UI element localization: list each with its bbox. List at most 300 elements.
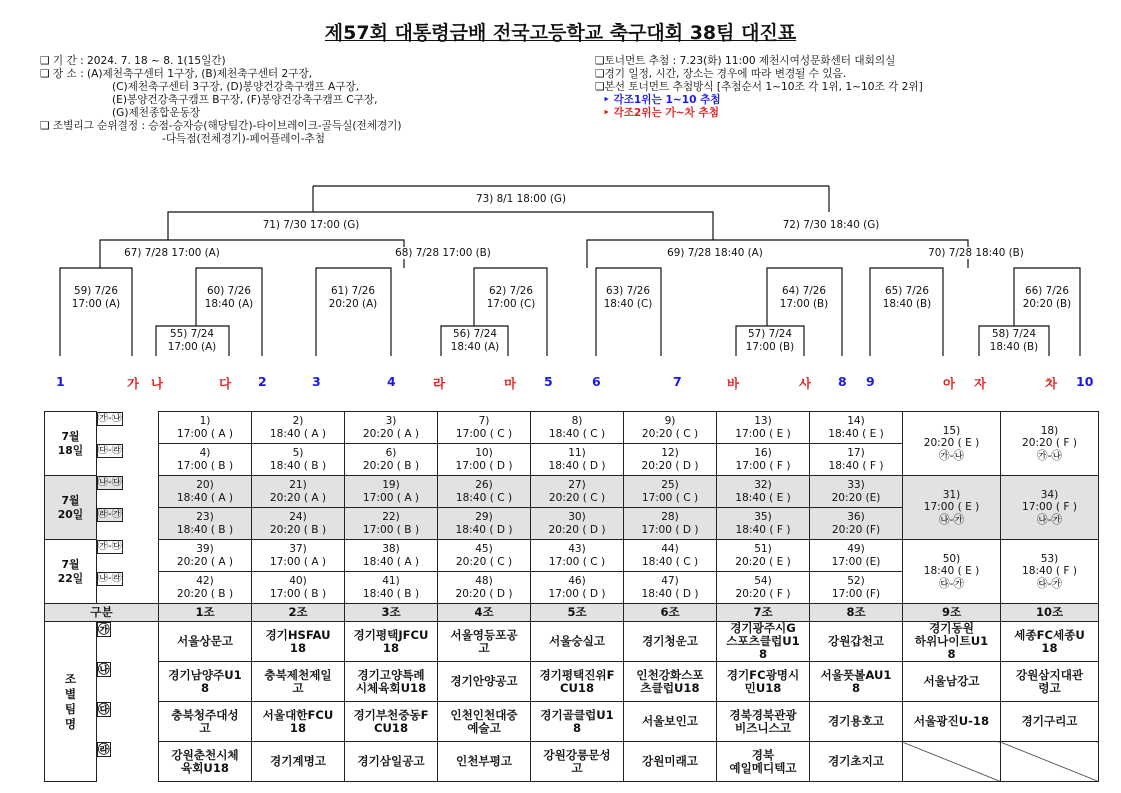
team-name (438, 742, 531, 782)
match-cell-text: 6) 20:20 ( B ) (362, 447, 420, 472)
match-cell-text: 24) 20:20 ( B ) (269, 511, 327, 536)
pairing-marker (97, 412, 123, 427)
semi-label: 71) 7/30 17:00 (G) (262, 219, 360, 231)
info-venue-line3: (E)봉양건강축구캠프 B구장, (F)봉양건강축구캠프 C구장, (112, 94, 378, 106)
team-name (345, 742, 438, 782)
team-name (810, 742, 903, 782)
match-cell-text: 38) 18:40 ( A ) (362, 543, 420, 568)
team-name-text: 강원미래고 (642, 754, 698, 768)
team-name-text: 경기용호고 (828, 714, 884, 728)
bracket-quarter-2 (343, 247, 543, 260)
match-cell (531, 508, 624, 540)
team-name-text: 경기청운고 (642, 634, 698, 648)
match-cell (159, 444, 252, 476)
match-cell (624, 476, 717, 508)
seed-label: 자 (974, 376, 987, 391)
team-name (624, 702, 717, 742)
match-number: 60) 7/26 (207, 285, 251, 297)
slot-marker-text: ㉯ (98, 661, 110, 676)
match-cell-text: 36) 20:20 (F) (831, 511, 881, 536)
match-cell (345, 476, 438, 508)
match-date-text: 7월 18일 (57, 430, 84, 457)
match-cell (438, 444, 531, 476)
match-number: 62) 7/26 (489, 285, 533, 297)
match-cell-text: 49) 17:00 (E) (831, 543, 881, 568)
team-name (903, 702, 1001, 742)
team-name (903, 622, 1001, 662)
team-row (45, 622, 1099, 662)
match-number: 57) 7/24 (748, 328, 792, 340)
team-name (1001, 622, 1099, 662)
match-cell-text: 48) 20:20 ( D ) (455, 575, 513, 600)
team-section-header-text: 조 별 팀 명 (64, 671, 77, 731)
bracket-semi-2 (731, 219, 931, 232)
group-header-row (45, 604, 1099, 622)
seed-label: 차 (1045, 376, 1058, 391)
info-draw: ❑토너먼트 추첨 : 7.23(화) 11:00 제천시여성문화센터 대회의실 (595, 55, 896, 67)
match-cell (159, 572, 252, 604)
match-cell-text: 47) 18:40 ( D ) (641, 575, 699, 600)
team-name (159, 702, 252, 742)
team-name (531, 702, 624, 742)
pairing-marker (97, 572, 123, 587)
team-name (252, 662, 345, 702)
match-cell (438, 412, 531, 444)
team-name-text: 충북청주대성 고 (171, 707, 239, 735)
page-title: 제57회 대통령금배 전국고등학교 축구대회 38팀 대진표 (324, 22, 797, 44)
slot-marker-text: ㉰ (98, 701, 110, 716)
match-cell (531, 540, 624, 572)
schedule-body (45, 412, 1099, 782)
info-period: ❑ 기 간 : 2024. 7. 18 ~ 8. 1(15일간) (40, 55, 226, 67)
match-cell-text: 45) 20:20 ( C ) (455, 543, 513, 568)
match-cell-text: 31) 17:00 ( E ) ㉯-㉮ (923, 488, 980, 526)
seed-label: 다 (219, 376, 232, 391)
match-cell (252, 508, 345, 540)
match-cell (345, 572, 438, 604)
seed-label: 4 (387, 374, 396, 389)
team-name-text: 강원춘천시체 육회U18 (171, 747, 239, 775)
info-draw-method: ❑본선 토너먼트 추첨방식 [추첨순서 1~10조 각 1위, 1~10조 각 2위] (595, 81, 923, 93)
info-ranking: ❑ 조별리그 순위결정 : 승점-승자승(해당팀간)-타이브레이크-골득실(전체경기) (40, 120, 402, 132)
team-name-text: 경북 예일메디텍고 (729, 747, 797, 775)
match-cell-text: 33) 20:20 (E) (831, 479, 881, 504)
match-cell (252, 476, 345, 508)
match-cell-text: 27) 20:20 ( C ) (548, 479, 606, 504)
match-time: 18:40 (A) (450, 341, 500, 353)
match-cell (438, 476, 531, 508)
team-row (45, 742, 1099, 782)
match-date (45, 540, 97, 604)
schedule-row (45, 476, 1099, 508)
seed-label: 10 (1076, 374, 1094, 389)
team-name (438, 702, 531, 742)
match-cell-text: 51) 20:20 ( E ) (735, 543, 791, 568)
team-name-text: 서울보인고 (642, 714, 698, 728)
team-name (438, 662, 531, 702)
bracket-r16-62 (471, 285, 551, 311)
match-number: 58) 7/24 (992, 328, 1036, 340)
match-cell (252, 444, 345, 476)
team-name (903, 662, 1001, 702)
team-name-text: 서울대한FCU 18 (262, 707, 334, 735)
schedule-table (44, 411, 1099, 782)
team-name-text: 경기광주시G 스포츠클럽U1 8 (726, 621, 800, 661)
match-cell-text: 5) 18:40 ( B ) (269, 447, 327, 472)
team-name (717, 662, 810, 702)
match-cell (903, 476, 1001, 540)
team-name-text: 경기삼일공고 (357, 754, 425, 768)
quarter-label: 67) 7/28 17:00 (A) (124, 247, 220, 259)
match-cell-text: 50) 18:40 ( E ) ㉰-㉮ (923, 552, 980, 590)
group-label (345, 604, 438, 622)
team-name (531, 622, 624, 662)
seed-label: 5 (544, 374, 553, 389)
team-name-text: 서울남강고 (923, 674, 980, 688)
pairing-marker (97, 444, 123, 459)
team-name (438, 622, 531, 662)
match-cell-text: 44) 18:40 ( C ) (641, 543, 699, 568)
match-cell (717, 540, 810, 572)
pairing-marker-text: ㉯-㉰ (98, 476, 122, 488)
team-name-text: 충북제천제일 고 (264, 667, 332, 695)
match-cell (531, 572, 624, 604)
match-cell (717, 476, 810, 508)
pairing-marker (97, 508, 123, 523)
seed-label: 7 (673, 374, 682, 389)
group-label-text: 3조 (381, 605, 401, 620)
team-name-text: 세종FC세종U 18 (1014, 627, 1085, 655)
match-cell (345, 444, 438, 476)
match-cell-text: 32) 18:40 ( E ) (735, 479, 791, 504)
team-name-text: 경기FC광명시 민U18 (726, 667, 800, 695)
match-cell-text: 20) 18:40 ( A ) (176, 479, 234, 504)
team-name (624, 622, 717, 662)
bracket-pre-58 (974, 328, 1054, 354)
match-cell (345, 540, 438, 572)
match-number: 63) 7/26 (606, 285, 650, 297)
match-cell-text: 46) 17:00 ( D ) (548, 575, 606, 600)
seed-label: 8 (838, 374, 847, 389)
match-cell-text: 17) 18:40 ( F ) (828, 447, 884, 472)
team-name (159, 622, 252, 662)
bracket-r16-63 (588, 285, 668, 311)
match-cell (624, 540, 717, 572)
team-name-text: 경기계명고 (270, 754, 326, 768)
team-name (345, 662, 438, 702)
match-time: 20:20 (B) (1022, 298, 1072, 310)
match-cell-text: 35) 18:40 ( F ) (735, 511, 791, 536)
group-label (903, 604, 1001, 622)
match-date-text: 7월 20일 (57, 494, 84, 521)
team-name-text: 인천부평고 (456, 754, 512, 768)
bracket-r16-66 (1007, 285, 1087, 311)
schedule-row (45, 412, 1099, 444)
team-name-text: 강원강릉문성 고 (543, 747, 611, 775)
match-cell (531, 476, 624, 508)
quarter-label: 68) 7/28 17:00 (B) (395, 247, 491, 259)
match-date (45, 412, 97, 476)
team-name-text: 인천인천대중 예술고 (450, 707, 518, 735)
group-header (45, 604, 159, 622)
team-name (1001, 662, 1099, 702)
team-name-text: 경기남양주U1 8 (168, 667, 242, 695)
match-cell-text: 43) 17:00 ( C ) (548, 543, 606, 568)
team-name (810, 662, 903, 702)
match-date (45, 476, 97, 540)
match-cell-text: 28) 17:00 ( D ) (641, 511, 699, 536)
match-cell (810, 540, 903, 572)
bracket-semi-1 (211, 219, 411, 232)
match-cell-text: 19) 17:00 ( A ) (362, 479, 420, 504)
final-label: 73) 8/1 18:00 (G) (475, 193, 566, 205)
bracket-r16-65 (867, 285, 947, 311)
team-name (717, 702, 810, 742)
match-time: 17:00 (A) (71, 298, 121, 310)
match-number: 66) 7/26 (1025, 285, 1069, 297)
bracket-r16-60 (189, 285, 269, 311)
team-name-text: 서울숭실고 (549, 634, 605, 648)
match-cell-text: 29) 18:40 ( D ) (455, 511, 513, 536)
team-name (717, 622, 810, 662)
group-label (624, 604, 717, 622)
info-venue-line2: (C)제천축구센터 3구장, (D)봉양건강축구캠프 A구장, (112, 81, 360, 93)
team-name-text: 경기평택진위F CU18 (539, 667, 615, 695)
match-cell (159, 412, 252, 444)
team-name (531, 742, 624, 782)
match-cell (531, 412, 624, 444)
seed-label: 아 (943, 376, 956, 391)
team-name (159, 662, 252, 702)
match-cell-text: 41) 18:40 ( B ) (362, 575, 420, 600)
seed-label: 나 (151, 376, 164, 391)
seed-label: 9 (866, 374, 875, 389)
team-name (717, 742, 810, 782)
match-cell (1001, 476, 1099, 540)
match-cell (159, 508, 252, 540)
slot-marker (97, 622, 111, 637)
match-time: 18:40 (B) (882, 298, 932, 310)
match-cell (438, 508, 531, 540)
match-cell (531, 444, 624, 476)
match-cell-text: 8) 18:40 ( C ) (548, 415, 606, 440)
match-cell-text: 54) 20:20 ( F ) (735, 575, 791, 600)
bracket-r16-64 (764, 285, 844, 311)
group-label (252, 604, 345, 622)
match-time: 17:00 (C) (486, 298, 536, 310)
match-time: 17:00 (A) (167, 341, 217, 353)
slot-marker (97, 662, 111, 677)
pairing-marker-text: ㉯-㉱ (98, 572, 122, 584)
note-first-place: ‣ 각조1위는 1~10 추첨 (603, 94, 721, 106)
match-number: 65) 7/26 (885, 285, 929, 297)
pairing-marker-text: ㉰-㉱ (98, 444, 122, 456)
semi-label: 72) 7/30 18:40 (G) (782, 219, 880, 231)
team-name-text: 인천강화스포 츠클럽U18 (636, 667, 704, 695)
quarter-label: 70) 7/28 18:40 (B) (928, 247, 1024, 259)
seed-label: 마 (504, 376, 517, 391)
match-cell-text: 40) 17:00 ( B ) (269, 575, 327, 600)
team-name-text: 경기HSFAU 18 (265, 627, 331, 655)
match-cell (345, 412, 438, 444)
team-name-text: 경기안양공고 (450, 674, 518, 688)
match-number: 61) 7/26 (331, 285, 375, 297)
match-cell-text: 18) 20:20 ( F ) ㉮-㉯ (1022, 424, 1077, 462)
team-section-header (45, 622, 97, 782)
bracket-quarter-3 (615, 247, 815, 260)
group-label-text: 4조 (474, 605, 494, 620)
match-cell (717, 412, 810, 444)
group-label (438, 604, 531, 622)
pairing-marker (97, 476, 123, 491)
group-label-text: 7조 (753, 605, 773, 620)
match-cell-text: 52) 17:00 (F) (831, 575, 881, 600)
team-name-text: 강원갑천고 (828, 634, 884, 648)
match-cell (624, 444, 717, 476)
match-cell (345, 508, 438, 540)
team-name-text: 서울풋볼AU1 8 (820, 667, 892, 695)
group-label-text: 5조 (567, 605, 587, 620)
group-label-text: 8조 (846, 605, 866, 620)
team-name (531, 662, 624, 702)
pairing-marker-text: ㉱-㉮ (98, 508, 122, 520)
match-cell-text: 3) 20:20 ( A ) (362, 415, 420, 440)
team-name-text: 경북경북관광 비즈니스고 (729, 707, 797, 735)
seed-label: 2 (258, 374, 267, 389)
seed-label: 라 (433, 376, 446, 391)
match-time: 17:00 (B) (745, 341, 795, 353)
match-cell (438, 572, 531, 604)
bracket-quarter-4 (876, 247, 1076, 260)
empty-slot (1001, 742, 1099, 782)
group-label (810, 604, 903, 622)
match-number: 64) 7/26 (782, 285, 826, 297)
match-cell-text: 2) 18:40 ( A ) (269, 415, 327, 440)
quarter-label: 69) 7/28 18:40 (A) (667, 247, 763, 259)
match-cell (810, 476, 903, 508)
info-venue-line4: (G)제천종합운동장 (112, 107, 201, 119)
team-name-text: 경기부천중동F CU18 (353, 707, 429, 735)
pairing-marker-text: ㉮-㉰ (98, 540, 122, 552)
schedule-row (45, 540, 1099, 572)
team-name-text: 경기고양특례 시체육회U18 (355, 667, 427, 695)
team-name (810, 622, 903, 662)
team-name (345, 622, 438, 662)
match-cell-text: 13) 17:00 ( E ) (735, 415, 791, 440)
group-label-text: 9조 (941, 605, 962, 620)
info-ranking-line2: -다득점(전체경기)-페어플레이-추첨 (162, 133, 326, 145)
team-name (252, 742, 345, 782)
group-label-text: 2조 (288, 605, 308, 620)
seed-label: 가 (127, 376, 140, 391)
match-cell-text: 30) 20:20 ( D ) (548, 511, 606, 536)
match-number: 56) 7/24 (453, 328, 497, 340)
slot-marker (97, 742, 111, 757)
match-cell (252, 412, 345, 444)
team-name (810, 702, 903, 742)
match-cell (810, 572, 903, 604)
match-time: 18:40 (B) (989, 341, 1039, 353)
team-name (252, 622, 345, 662)
note-second-place: ‣ 각조2위는 가~차 추첨 (603, 107, 719, 119)
seed-label: 3 (312, 374, 321, 389)
match-cell (159, 476, 252, 508)
match-cell (903, 540, 1001, 604)
team-name (624, 742, 717, 782)
match-number: 59) 7/26 (74, 285, 118, 297)
match-cell-text: 1) 17:00 ( A ) (176, 415, 234, 440)
group-label (1001, 604, 1099, 622)
group-header-text: 구분 (90, 605, 113, 620)
match-cell (159, 540, 252, 572)
team-name-text: 경기구리고 (1021, 714, 1078, 728)
seed-label: 사 (799, 376, 812, 391)
team-name-text: 강원삼지대관 령고 (1015, 667, 1084, 695)
match-cell-text: 22) 17:00 ( B ) (362, 511, 420, 536)
group-label-text: 10조 (1035, 605, 1064, 620)
match-date-text: 7월 22일 (57, 558, 84, 585)
match-cell (810, 444, 903, 476)
team-name-text: 경기동원 하위나이트U1 8 (914, 621, 989, 661)
group-label (159, 604, 252, 622)
slot-marker-text: ㉱ (98, 741, 110, 756)
match-cell-text: 7) 17:00 ( C ) (455, 415, 513, 440)
match-cell-text: 26) 18:40 ( C ) (455, 479, 513, 504)
match-time: 18:40 (A) (204, 298, 254, 310)
seed-label: 6 (592, 374, 601, 389)
team-name (252, 702, 345, 742)
slot-marker-text: ㉮ (98, 622, 110, 636)
group-label-text: 6조 (660, 605, 680, 620)
empty-slot (903, 742, 1001, 782)
team-name (1001, 702, 1099, 742)
match-cell-text: 42) 20:20 ( B ) (176, 575, 234, 600)
match-cell-text: 53) 18:40 ( F ) ㉰-㉮ (1022, 552, 1077, 590)
match-cell-text: 25) 17:00 ( C ) (641, 479, 699, 504)
team-name-text: 서울상문고 (177, 634, 233, 648)
team-name-text: 경기골클럽U1 8 (540, 707, 614, 735)
match-cell (624, 572, 717, 604)
match-cell-text: 39) 20:20 ( A ) (176, 543, 234, 568)
match-cell (252, 540, 345, 572)
team-name-text: 경기초지고 (828, 754, 884, 768)
info-change-notice: ❑경기 일정, 시간, 장소는 경우에 따라 변경될 수 있음. (595, 68, 847, 80)
match-cell (252, 572, 345, 604)
group-label-text: 1조 (195, 605, 215, 620)
team-name (345, 702, 438, 742)
match-cell (810, 508, 903, 540)
match-cell (624, 508, 717, 540)
match-cell (717, 572, 810, 604)
match-cell-text: 23) 18:40 ( B ) (176, 511, 234, 536)
bracket-quarter-1 (72, 247, 272, 260)
group-label (531, 604, 624, 622)
match-cell-text: 15) 20:20 ( E ) ㉮-㉯ (923, 424, 980, 462)
match-number: 55) 7/24 (170, 328, 214, 340)
seed-label: 1 (56, 374, 65, 389)
match-cell (1001, 412, 1099, 476)
match-cell (717, 508, 810, 540)
match-cell-text: 34) 17:00 ( F ) ㉯-㉮ (1022, 488, 1077, 526)
match-cell-text: 12) 20:20 ( D ) (641, 447, 699, 472)
seed-label: 바 (727, 376, 740, 391)
match-cell (717, 444, 810, 476)
match-cell (438, 540, 531, 572)
match-cell (903, 412, 1001, 476)
match-cell-text: 14) 18:40 ( E ) (828, 415, 884, 440)
team-name (159, 742, 252, 782)
bracket-final-match (421, 193, 621, 206)
